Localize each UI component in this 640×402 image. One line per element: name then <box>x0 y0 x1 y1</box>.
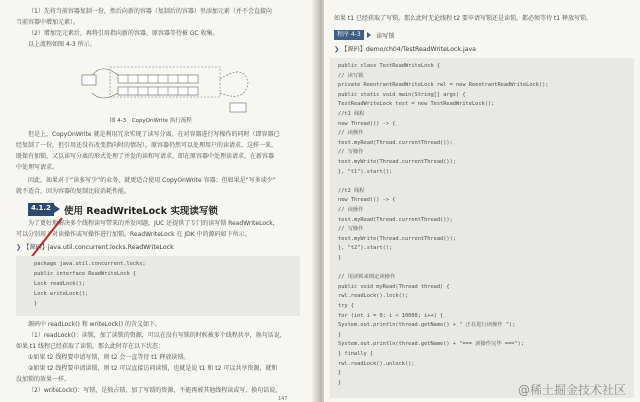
left-top-line-4: 以上流程如图 4-3 所示。 <box>28 41 96 48</box>
right-code-line-15: new Thread(() -> { <box>338 197 396 204</box>
watermark: @稀土掘金技术社区 <box>518 383 627 397</box>
left-page <box>0 0 316 402</box>
after-code-line-7: （2）writeLock()：写锁，是独占锁，加了写锁的资源，不能再被其他线程读或写，换句话说， <box>28 387 282 394</box>
left-body-line-2: 经复制了一份，但引用还没有改变指向时的情况），原容器仍然可以处理用户的读请求，这样一来， <box>16 142 278 149</box>
after-code-line-6: 没加锁的效果一样。 <box>16 376 71 383</box>
right-code-block <box>330 58 634 398</box>
left-body-line-3: 既保有加锁，又以读写分离的形式处理了并发的读和写请求，即在原容器中处理读请求，在新容器 <box>16 153 275 160</box>
right-page <box>324 0 640 402</box>
right-code-line-2: // 读写锁 <box>338 72 364 79</box>
left-body-line-4: 中处理写请求。 <box>16 164 59 171</box>
left-body-line-1: 但是上，CopyOnWrite 就是利用冗余实现了读写分离，在对容器进行写操作的同时（即容器已 <box>28 131 280 138</box>
section-number: 4.1.2 <box>31 204 51 212</box>
right-code-line-10: // 写操作 <box>338 149 364 156</box>
left-code-line-5: } <box>34 301 38 307</box>
section-intro-line-1: 为了更好地解决多个线程读写带来的并发问题，JUC 还提供了专门的读写锁 ReadWriteLock， <box>28 220 279 227</box>
left-code-line-4: Lock writeLock(); <box>34 291 89 297</box>
right-code-line-34: } <box>338 379 342 386</box>
right-code-line-33: } <box>338 370 342 377</box>
right-code-line-16: // 读操作 <box>338 207 364 213</box>
right-code-line-1: public class TestReadWriteLock { <box>338 63 441 69</box>
after-code-line-5: ②如果 t2 线程要申请读锁，则 t2 可以直接访问读锁，也就是说 t1 和 t2 可以共享资源，就和 <box>28 365 278 372</box>
after-code-line-1: 源码中 readLock() 和 writeLock() 的含义如下。 <box>28 321 161 328</box>
right-code-line-14: //t2 线程 <box>338 187 365 194</box>
copyonwrite-diagram <box>80 53 260 115</box>
page-number: 147 <box>278 396 288 402</box>
right-code-line-6: //t1 线程 <box>338 111 365 117</box>
right-code-line-23: // 用读锁来锁定读操作 <box>338 274 396 281</box>
after-code-line-2: （1）readLock()：读锁，加了读锁的资源，可以在没有写锁的时候被多个线程共享，换句话说， <box>28 332 286 339</box>
source-chevron-icon: ❯ <box>334 46 340 53</box>
program-tag: 程序 4-3 <box>334 30 364 40</box>
right-code-line-7: new Thread(() -> { <box>338 120 396 127</box>
right-code-line-17: test.myRead(Thread.currentThread()); <box>338 216 453 223</box>
right-top-line: 如果 t1 已经获取了写锁，那么此时无论线程 t2 要申请写锁还是读锁，都必须等待 t1 释放写锁。 <box>334 15 592 22</box>
section-intro-line-2: 可以分别用于对读操作或写操作进行加锁。ReadWriteLock 在 JDK 中的源码如下所示。 <box>16 231 251 238</box>
right-code-line-9: test.myRead(Thread.currentThread()); <box>338 139 453 146</box>
right-code-line-11: test.myWrite(Thread.currentThread()); <box>338 159 456 165</box>
right-code-line-4: public static void main(String[] args) { <box>338 91 466 98</box>
section-marker-icon <box>54 205 60 213</box>
right-code-line-28: System.out.println(thread.getName() + " 正在进行读操作 "); <box>338 322 516 329</box>
right-code-line-8: // 读操作 <box>338 130 364 137</box>
right-code-line-12: }, "t1").start(); <box>338 168 393 175</box>
after-code-line-4: ①如果 t2 线程要申请写锁，则 t2 会一直等待 t1 释放读锁。 <box>28 354 190 361</box>
right-code-line-30: System.out.println(thread.getName() + "=== 读操作完毕 ==="); <box>338 341 524 348</box>
program-tag-arrow-icon <box>367 32 371 38</box>
right-code-line-21: } <box>338 255 342 261</box>
right-code-line-19: test.myWrite(Thread.currentThread()); <box>338 235 456 242</box>
left-top-line-1: （1）先将当前容器复制一份，然后向新的容器（复制后的容器）里添加元素（并不会直接向 <box>28 8 272 15</box>
right-code-line-27: for (int i = 0; i < 10000; i++) { <box>338 312 444 319</box>
right-code-line-20: }, "t2").start(); <box>338 245 393 252</box>
left-body-line-6: 就不适合，因为容器的复制比较消耗性能。 <box>16 188 131 195</box>
right-code-line-26: try { <box>338 303 354 309</box>
after-code-line-3: 如果 t1 线程已经获取了读锁，那么此时存在以下状态： <box>16 343 164 350</box>
left-code-line-1: package java.util.concurrent.locks; <box>34 261 146 267</box>
left-code-line-3: Lock readLock(); <box>34 281 86 287</box>
left-source-label: ❯ 【源码】java.util.concurrent.locks.ReadWriteLock <box>16 244 174 251</box>
figure-caption: 图 4-3 CopyOnWrite 执行流程 <box>110 118 192 124</box>
right-code-line-25: rwl.readLock().lock(); <box>338 293 409 300</box>
right-code-line-3: private ReentrantReadWriteLock rwl = new ReentrantReadWriteLock(); <box>338 82 549 89</box>
right-code-line-29: } <box>338 331 342 338</box>
right-code-line-18: // 写操作 <box>338 226 364 233</box>
section-title: 使用 ReadWriteLock 实现读写锁 <box>64 206 218 217</box>
left-top-line-3: （2）增加完元素后，再将引用指向新的容器，原容器等待被 GC 收集。 <box>28 30 219 37</box>
right-source-label: ❯ 【源码】demo/ch04/TestReadWriteLock.java <box>334 46 476 53</box>
right-code-line-32: rwl.readLock().unlock(); <box>338 360 415 367</box>
source-chevron-icon: ❯ <box>16 244 22 251</box>
program-title: 读写锁 <box>376 33 395 40</box>
right-code-line-5: TestReadWriteLock test = new TestReadWriteLock(); <box>338 101 495 108</box>
right-code-line-31: } finally { <box>338 351 374 357</box>
right-code-line-24: public void myRead(Thread thread) { <box>338 283 450 290</box>
left-code-block <box>16 256 300 316</box>
left-code-line-2: public interface ReadWriteLock { <box>34 271 137 277</box>
left-body-line-5: 因此，如果对于“读多写少”的业务，就更适合使用 CopyOnWrite 容器；但如果是“写多读少” <box>28 177 276 184</box>
left-top-line-2: 当前容器中增加元素）。 <box>16 19 80 26</box>
